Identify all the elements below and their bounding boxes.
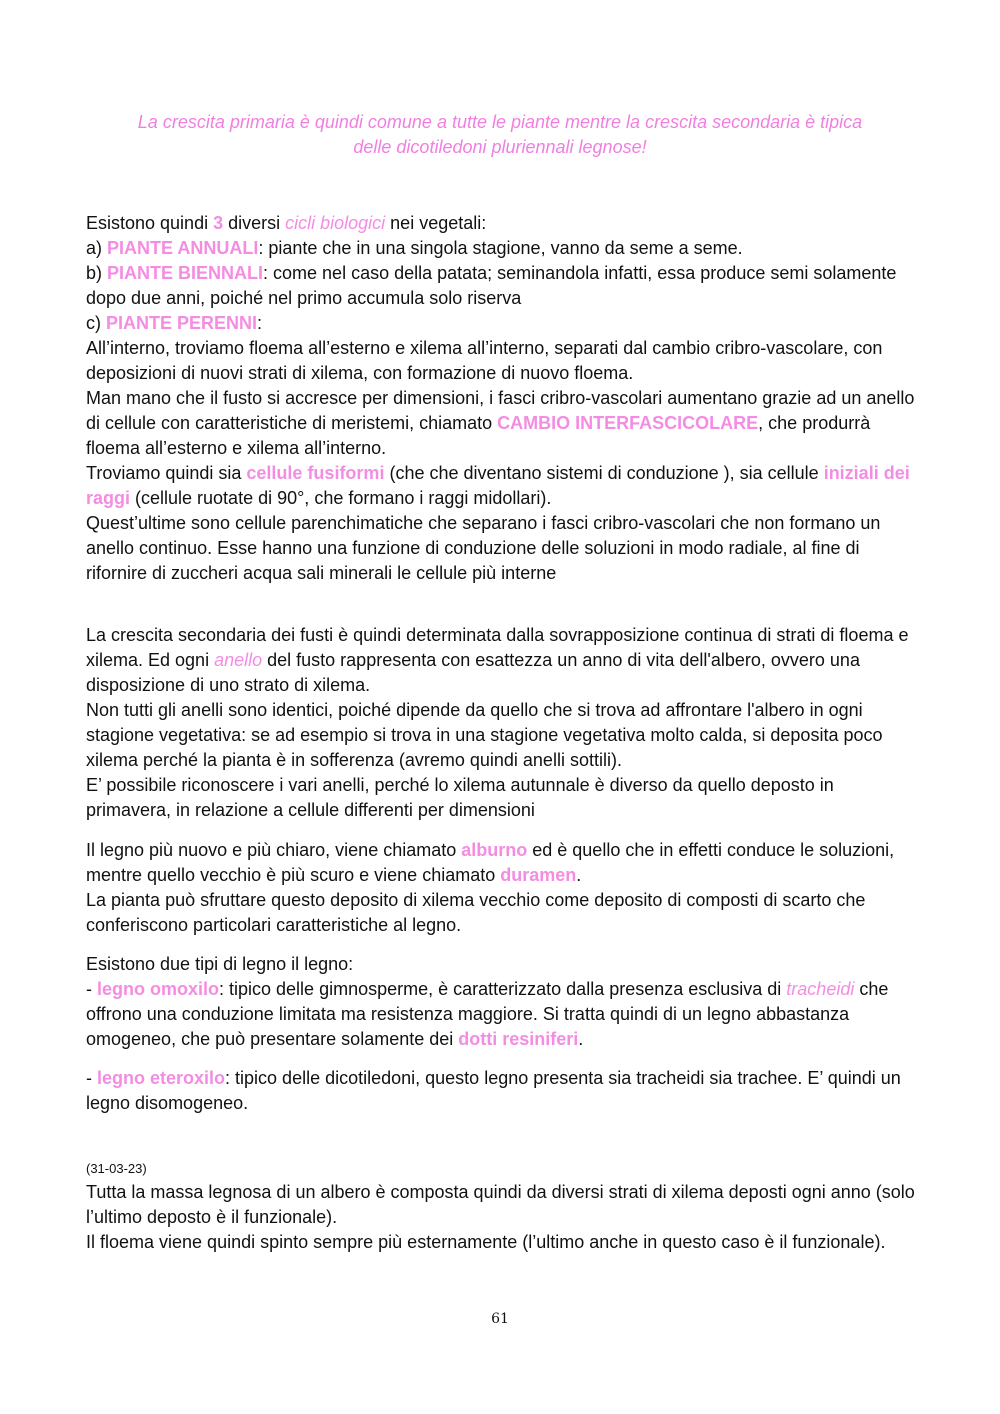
cycles-paragraph-4: Quest’ultime sono cellule parenchimatiche che separano i fasci cribro-vascolari che non formano un anello continuo. Esse hanno una funzione di conduzione delle soluzioni in modo radiale, al fine di rifornire di zuccheri acqua sali minerali le cellule più interne (86, 513, 881, 583)
dated-paragraph-2: Il floema viene quindi spinto sempre più esternamente (l’ultimo anche in questo caso è il funzionale). (86, 1232, 886, 1252)
cycles-count: 3 (213, 213, 224, 233)
lecture-date: (31-03-23) (86, 1161, 147, 1176)
wood-section (86, 838, 916, 938)
wood-types-section (86, 952, 916, 1052)
dated-paragraph-1: Tutta la massa legnosa di un albero è composta quindi da diversi strati di xilema deposti ogni anno (solo l’ultimo deposto è il funzionale). (86, 1182, 915, 1227)
cycle-b-prefix: b) (86, 263, 108, 283)
type-1-prefix: - (86, 979, 97, 999)
cycles-lead-text-2: diversi (223, 213, 286, 233)
type-2-title: legno eteroxilo (97, 1068, 226, 1088)
type-1-text-2: che offrono una conduzione limitata ma resistenza maggiore. Si tratta quindi di un legno abbastanza omogeneo, che può presentare solamente dei (86, 979, 889, 1049)
secondary-growth-section (86, 623, 916, 823)
wood-p1-text-3: . (576, 865, 582, 885)
wood-p1-term-1: alburno (461, 840, 528, 860)
cycle-item-annual (86, 236, 916, 261)
cycles-p2-text-2: , che produrrà floema all’esterno e xilema all’interno. (86, 413, 871, 458)
type-1-title: legno omoxilo (97, 979, 220, 999)
cycles-paragraph-1: All’interno, troviamo floema all’esterno e xilema all’interno, separati dal cambio cribro-vascolare, con deposizioni di nuovi strati di xilema, con formazione di nuovo floema. (86, 338, 883, 383)
cycle-item-biennial (86, 261, 916, 311)
cycles-term: cicli biologici (285, 213, 386, 233)
growth-paragraph-3: E’ possibile riconoscere i vari anelli, perché lo xilema autunnale è diverso da quello deposto in primavera, in relazione a cellule differenti per dimensioni (86, 775, 834, 820)
cycle-c-prefix: c) (86, 313, 106, 333)
type-1-text: : tipico delle gimnosperme, è caratterizzato dalla presenza esclusiva di (219, 979, 787, 999)
cycles-paragraph-2 (86, 386, 916, 461)
wood-paragraph-1 (86, 838, 916, 888)
type-2-text: : tipico delle dicotiledoni, questo legno presenta sia tracheidi sia trachee. E’ quindi un legno disomogeneo. (86, 1068, 901, 1113)
cycles-lead-text-3: nei vegetali: (385, 213, 487, 233)
cycle-a-text: : piante che in una singola stagione, vanno da seme a seme. (258, 238, 743, 258)
type-1-term-2: dotti resiniferi (458, 1029, 579, 1049)
type-2-prefix: - (86, 1068, 97, 1088)
growth-paragraph-2: Non tutti gli anelli sono identici, poiché dipende da quello che si trova ad affrontare l'albero in ogni stagione vegetativa: se ad esempio si trova in una stagione vegetativa molto calda, si deposita poco xilema perché la pianta è in sofferenza (avremo quindi anelli sottili). (86, 700, 883, 770)
cycles-p3-text: Troviamo quindi sia (86, 463, 247, 483)
cycles-p3-text-3: (cellule ruotate di 90°, che formano i raggi midollari). (130, 488, 552, 508)
dated-notes-section (86, 1158, 916, 1255)
cycle-b-title: PIANTE BIENNALI (107, 263, 264, 283)
cycles-p3-term-1: cellule fusiformi (246, 463, 385, 483)
cycles-p2-term: CAMBIO INTERFASCICOLARE (497, 413, 759, 433)
wood-type-omoxilo (86, 977, 916, 1052)
cycles-lead (86, 211, 916, 236)
cycles-p2-text: Man mano che il fusto si accresce per dimensioni, i fasci cribro-vascolari aumentano grazie ad un anello di cellule con caratteristiche di meristemi, chiamato (86, 388, 915, 433)
cycles-lead-text: Esistono quindi (86, 213, 214, 233)
cycle-a-prefix: a) (86, 238, 108, 258)
growth-paragraph-1 (86, 623, 916, 698)
growth-p1-text: La crescita secondaria dei fusti è quindi determinata dalla sovrapposizione continua di strati di floema e xilema. Ed ogni (86, 625, 909, 670)
cycles-p3-term-2: iniziali dei raggi (86, 463, 910, 508)
cycle-item-perennial (86, 311, 916, 336)
cycles-paragraph-3 (86, 461, 916, 511)
cycle-b-text: : come nel caso della patata; seminandola infatti, essa produce semi solamente dopo due anni, poiché nel primo accumula solo riserva (86, 263, 897, 308)
cycle-c-title: PIANTE PERENNI (106, 313, 258, 333)
wood-p1-text: Il legno più nuovo e più chiaro, viene chiamato (86, 840, 462, 860)
life-cycles-section (86, 211, 916, 586)
wood-p1-text-2: ed è quello che in effetti conduce le soluzioni, mentre quello vecchio è più scuro e viene chiamato (86, 840, 895, 885)
intro-line-1: La crescita primaria è quindi comune a tutte le piante mentre la crescita secondaria è tipica (137, 112, 863, 132)
wood-p1-term-2: duramen (500, 865, 577, 885)
intro-note (88, 110, 912, 160)
wood-type-eteroxilo-section (86, 1066, 916, 1116)
intro-line-2: delle dicotiledoni pluriennali legnose! (353, 137, 647, 157)
type-1-term: tracheidi (786, 979, 855, 999)
growth-p1-term: anello (214, 650, 263, 670)
cycle-c-text: : (257, 313, 263, 333)
type-1-text-3: . (578, 1029, 584, 1049)
types-intro: Esistono due tipi di legno il legno: (86, 954, 354, 974)
page-number: 61 (491, 1311, 509, 1327)
wood-type-eteroxilo (86, 1066, 916, 1116)
cycle-a-title: PIANTE ANNUALI (107, 238, 259, 258)
growth-p1-text-2: del fusto rappresenta con esattezza un anno di vita dell'albero, ovvero una disposizione di uno strato di xilema. (86, 650, 860, 695)
wood-paragraph-2: La pianta può sfruttare questo deposito di xilema vecchio come deposito di composti di scarto che conferiscono particolari caratteristiche al legno. (86, 890, 866, 935)
cycles-p3-text-2: (che che diventano sistemi di conduzione ), sia cellule (384, 463, 824, 483)
